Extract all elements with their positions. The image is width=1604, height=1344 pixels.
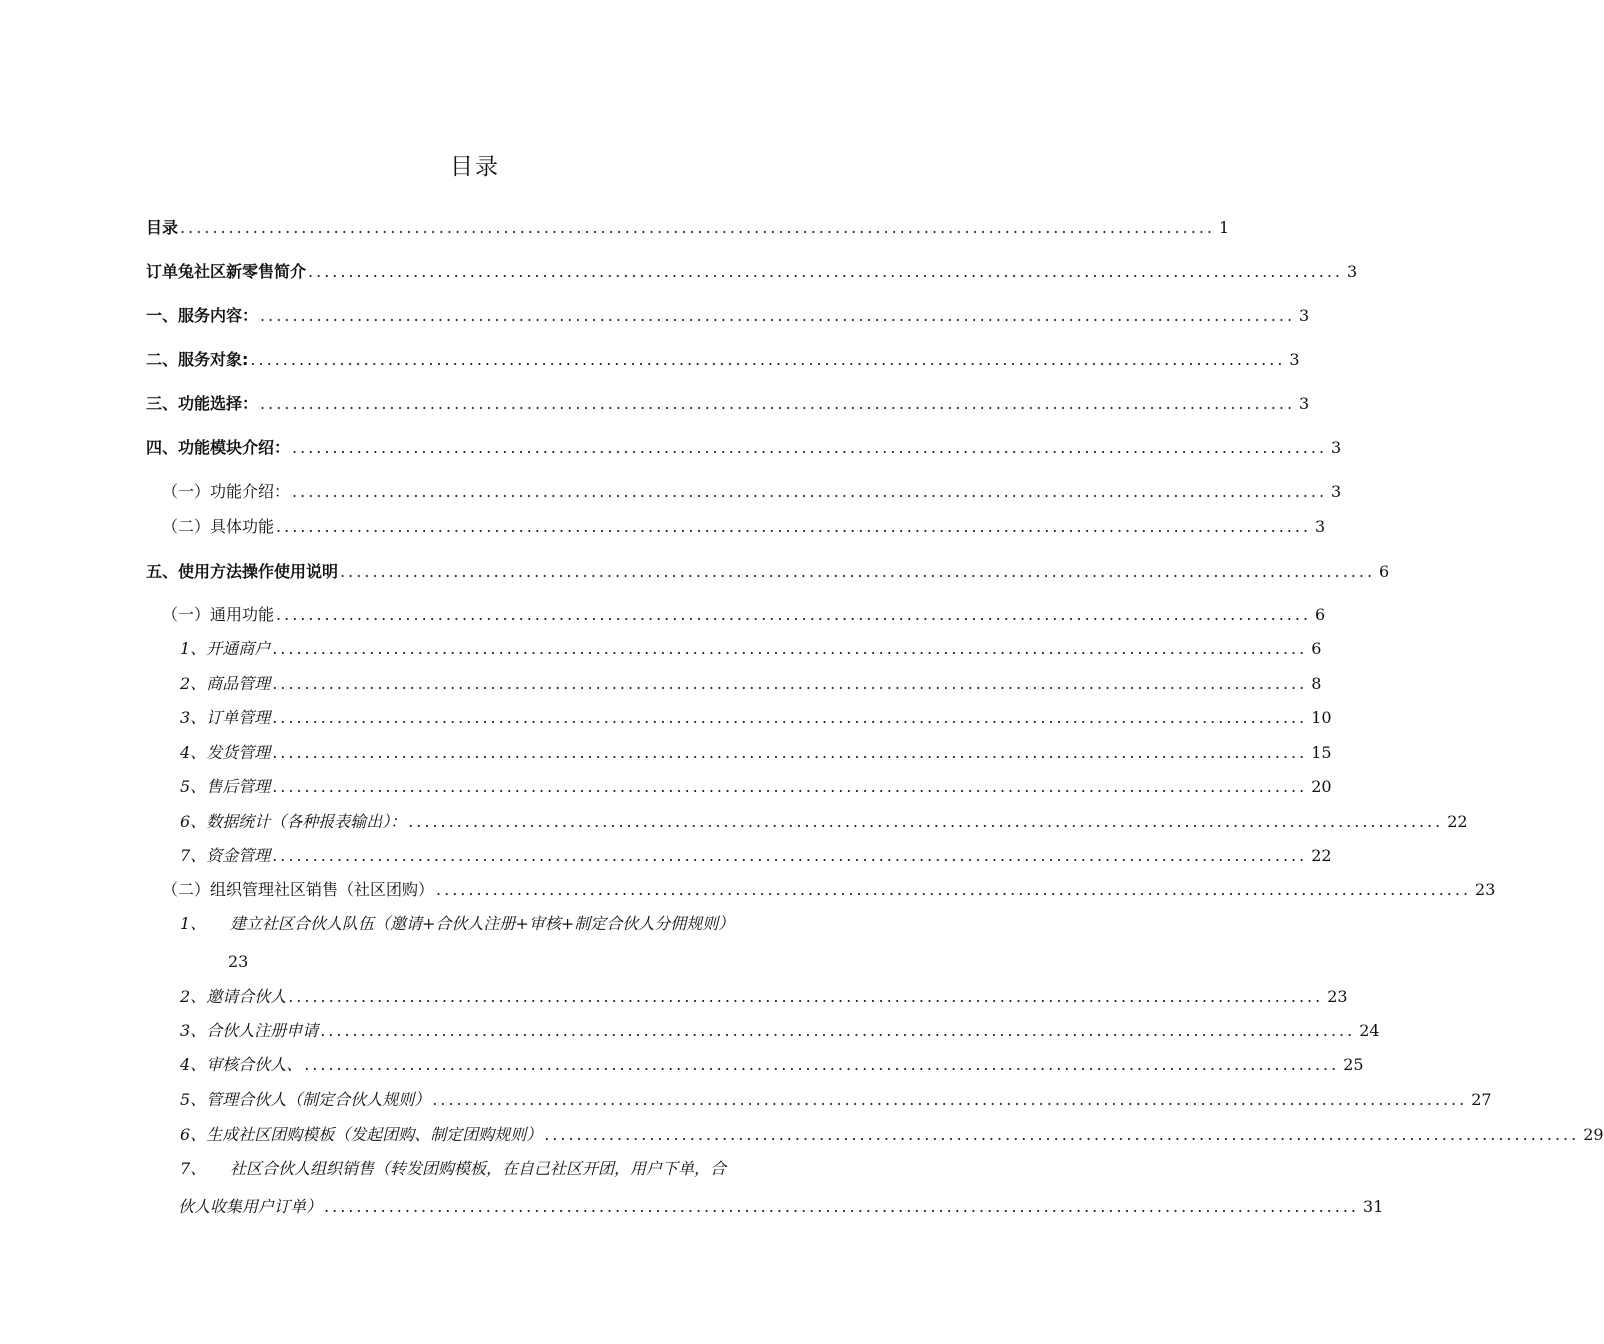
toc-entry[interactable] xyxy=(180,1124,1604,1146)
toc-entry-text: 目录 xyxy=(146,218,179,237)
toc-entry-text: 邀请合伙人 xyxy=(206,987,287,1006)
toc-entry-text: 订单管理 xyxy=(206,708,271,727)
toc-entry[interactable] xyxy=(162,879,1496,901)
toc-page-number: 25 xyxy=(1343,1055,1364,1074)
toc-entry[interactable] xyxy=(180,638,1322,660)
toc-leader: ................................................................................................................................ xyxy=(180,218,1216,237)
toc-leader: ................................................................................................................................ xyxy=(408,812,1444,831)
toc-entry-number: （一） xyxy=(162,482,211,501)
toc-page-number: 3 xyxy=(1289,350,1300,369)
toc-entry[interactable] xyxy=(146,217,1230,239)
toc-leader: ................................................................................................................................ xyxy=(272,743,1308,762)
toc-leader: ................................................................................................................................ xyxy=(250,350,1286,369)
toc-entry-number: 1、 xyxy=(180,914,207,933)
toc-entry-text: 商品管理 xyxy=(206,674,271,693)
toc-leader: ................................................................................................................................ xyxy=(304,1055,1340,1074)
toc-leader: ................................................................................................................................ xyxy=(320,1021,1356,1040)
toc-page-number: 6 xyxy=(1379,562,1390,581)
toc-entry-text: 建立社区合伙人队伍（邀请+合伙人注册+审核+制定合伙人分佣规则） xyxy=(230,914,735,933)
toc-entry-text: 功能介绍： xyxy=(210,482,291,501)
toc-entry-number: 3、 xyxy=(180,1021,207,1040)
toc-entry-number: 1、 xyxy=(180,639,207,658)
toc-page-number: 1 xyxy=(1219,218,1230,237)
toc-page-number: 10 xyxy=(1311,708,1332,727)
toc-entry[interactable] xyxy=(180,1158,806,1180)
toc-leader: ................................................................................................................................ xyxy=(272,846,1308,865)
toc-leader: ................................................................................................................................ xyxy=(260,394,1296,413)
toc-entry[interactable] xyxy=(180,913,806,935)
toc-entry-number: 2、 xyxy=(180,987,207,1006)
toc-leader: ................................................................................................................................ xyxy=(276,517,1312,536)
toc-entry-number: 7、 xyxy=(180,846,207,865)
toc-entry-text: 数据统计（各种报表输出）： xyxy=(206,812,407,831)
toc-entry-text: 伙人收集用户订单） xyxy=(178,1197,323,1216)
toc-entry-number: 2、 xyxy=(180,674,207,693)
toc-entry-number: 一、 xyxy=(146,306,179,325)
toc-page-number: 6 xyxy=(1315,605,1326,624)
toc-entry-text: 使用方法操作使用说明 xyxy=(178,562,339,581)
toc-leader: ................................................................................................................................ xyxy=(308,262,1344,281)
toc-entry-text: 服务内容： xyxy=(178,306,259,325)
toc-entry-text: 社区合伙人组织销售（转发团购模板，在自己社区开团，用户下单，合 xyxy=(230,1159,727,1178)
toc-entry[interactable] xyxy=(146,349,1300,371)
toc-entry-text: 生成社区团购模板（发起团购、制定团购规则） xyxy=(206,1125,543,1144)
toc-page-number: 22 xyxy=(1447,812,1468,831)
toc-entry[interactable] xyxy=(180,986,1348,1008)
toc-entry-text: 发货管理 xyxy=(206,743,271,762)
toc-leader: ................................................................................................................................ xyxy=(544,1125,1580,1144)
toc-entry[interactable] xyxy=(162,481,1342,503)
toc-entry[interactable] xyxy=(146,305,1310,327)
toc-entry-number: 3、 xyxy=(180,708,207,727)
toc-entry[interactable] xyxy=(146,393,1310,415)
toc-entry[interactable] xyxy=(180,1054,1364,1076)
toc-entry[interactable] xyxy=(180,707,1332,729)
toc-entry[interactable] xyxy=(180,776,1332,798)
toc-leader: ................................................................................................................................ xyxy=(324,1197,1360,1216)
toc-entry[interactable] xyxy=(180,845,1332,867)
toc-entry-text: 订单兔社区新零售简介 xyxy=(146,262,307,281)
toc-entry[interactable] xyxy=(180,1089,1492,1111)
toc-entry-text: 具体功能 xyxy=(210,517,275,536)
toc-leader: ................................................................................................................................ xyxy=(288,987,1324,1006)
toc-page-number: 8 xyxy=(1311,674,1322,693)
toc-leader: ................................................................................................................................ xyxy=(272,639,1308,658)
toc-leader: ................................................................................................................................ xyxy=(432,1090,1468,1109)
toc-page-number: 27 xyxy=(1471,1090,1492,1109)
toc-entry-text: 开通商户 xyxy=(206,639,271,658)
toc-entry-number: 6、 xyxy=(180,812,207,831)
toc-page-number: 22 xyxy=(1311,846,1332,865)
toc-entry-text: 资金管理 xyxy=(206,846,271,865)
toc-page-number: 24 xyxy=(1359,1021,1380,1040)
toc-entry[interactable] xyxy=(146,561,1390,583)
toc-entry[interactable] xyxy=(146,261,1358,283)
toc-entry-text: 功能模块介绍： xyxy=(178,438,291,457)
toc-entry-text: 合伙人注册申请 xyxy=(206,1021,319,1040)
toc-page-number: 23 xyxy=(228,952,249,971)
toc-entry-number: （二） xyxy=(162,880,211,899)
toc-entry[interactable] xyxy=(180,811,1468,833)
toc-leader: ................................................................................................................................ xyxy=(260,306,1296,325)
toc-page-number: 3 xyxy=(1299,394,1310,413)
toc-entry-number: 三、 xyxy=(146,394,179,413)
toc-entry[interactable] xyxy=(180,1020,1380,1042)
toc-page-number: 20 xyxy=(1311,777,1332,796)
toc-entry[interactable] xyxy=(162,604,1326,626)
toc-entry-text: 服务对象: xyxy=(178,350,249,369)
toc-leader: ................................................................................................................................ xyxy=(272,777,1308,796)
toc-entry-text: 组织管理社区销售（社区团购） xyxy=(210,880,435,899)
toc-page-number: 3 xyxy=(1331,482,1342,501)
toc-entry-text: 售后管理 xyxy=(206,777,271,796)
toc-leader: ................................................................................................................................ xyxy=(340,562,1376,581)
toc-entry-number: 二、 xyxy=(146,350,179,369)
toc-page-number: 6 xyxy=(1311,639,1322,658)
toc-page-number: 31 xyxy=(1363,1197,1384,1216)
toc-leader: ................................................................................................................................ xyxy=(292,438,1328,457)
toc-entry[interactable] xyxy=(180,742,1332,764)
toc-page-number: 15 xyxy=(1311,743,1332,762)
toc-entry-number: 7、 xyxy=(180,1159,207,1178)
toc-page-number: 29 xyxy=(1583,1125,1604,1144)
toc-entry-text: 通用功能 xyxy=(210,605,275,624)
toc-entry-number: 5、 xyxy=(180,777,207,796)
toc-entry-number: 4、 xyxy=(180,743,207,762)
toc-entry-text: 功能选择： xyxy=(178,394,259,413)
toc-entry-number: （二） xyxy=(162,517,211,536)
toc-page-number: 23 xyxy=(1475,880,1496,899)
toc-page-number: 3 xyxy=(1331,438,1342,457)
toc-entry[interactable] xyxy=(180,673,1322,695)
toc-leader: ................................................................................................................................ xyxy=(292,482,1328,501)
toc-entry-number: 4、 xyxy=(180,1055,207,1074)
toc-entry-text: 审核合伙人、 xyxy=(206,1055,303,1074)
page-title: 目录 xyxy=(450,154,500,180)
toc-leader: ................................................................................................................................ xyxy=(276,605,1312,624)
toc-entry-number: 5、 xyxy=(180,1090,207,1109)
toc-entry-number: 四、 xyxy=(146,438,179,457)
toc-page-number: 3 xyxy=(1347,262,1358,281)
toc-entry-number: （一） xyxy=(162,605,211,624)
toc-entry-text: 管理合伙人（制定合伙人规则） xyxy=(206,1090,431,1109)
toc-page-number: 3 xyxy=(1315,517,1326,536)
toc-entry-number: 6、 xyxy=(180,1125,207,1144)
toc-leader: ................................................................................................................................ xyxy=(272,674,1308,693)
toc-page-number: 3 xyxy=(1299,306,1310,325)
toc-entry-number: 五、 xyxy=(146,562,179,581)
toc-leader: ................................................................................................................................ xyxy=(436,880,1472,899)
toc-entry[interactable] xyxy=(162,516,1326,538)
toc-leader: ................................................................................................................................ xyxy=(272,708,1308,727)
toc-entry[interactable] xyxy=(146,437,1342,459)
toc-page-number: 23 xyxy=(1327,987,1348,1006)
toc-entry-continuation[interactable] xyxy=(178,1196,1384,1218)
